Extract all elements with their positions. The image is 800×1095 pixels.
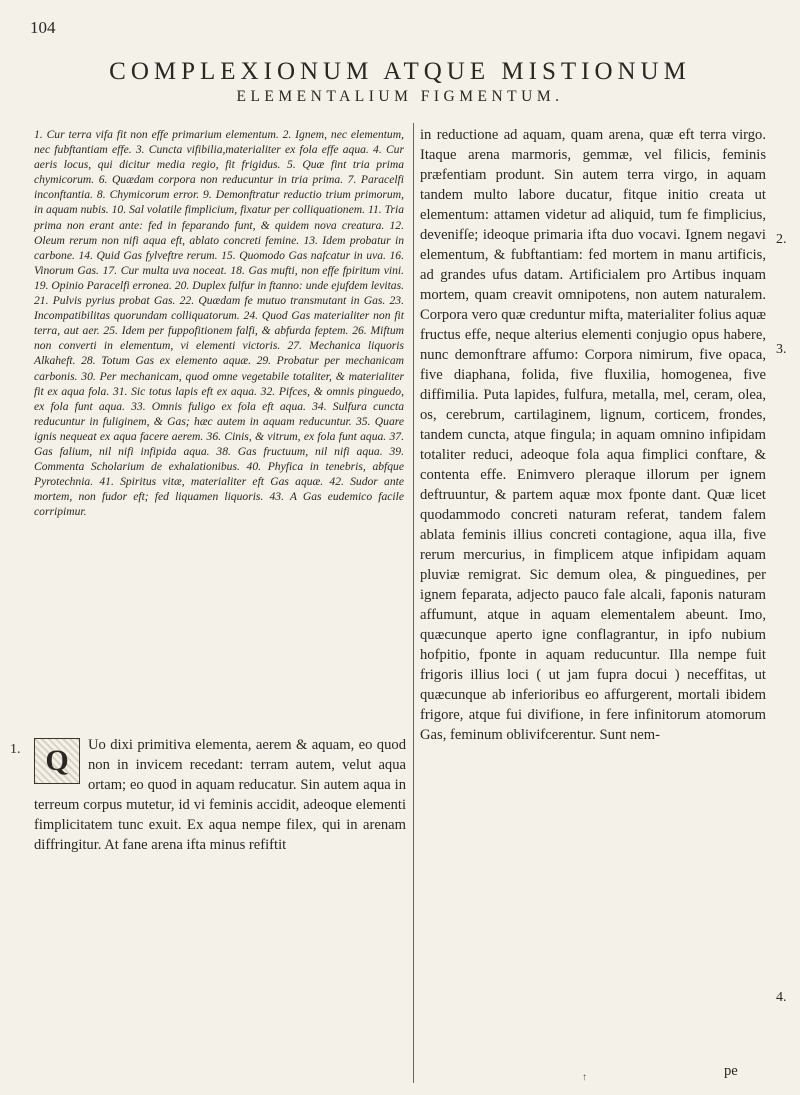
- left-column-body: [34, 735, 406, 855]
- margin-note-3: 3.: [776, 342, 787, 357]
- column-rule: [413, 123, 414, 1083]
- left-body-text: Uo dixi primitiva elementa, aerem & aquam, eo quod non in invicem recedant: terram autem, velut aqua ortam; eo quod in aquam reducatur. Sin autem aqua in terreum corpus mutetur, id vi feminis accidit, adeoque elementi fimplicitatem tunc exuit. Ex aqua nempe filex, qui in arenam diffringitur. At fane arena ifta minus refiftit: [34, 737, 406, 853]
- catchword: pe: [724, 1063, 738, 1079]
- margin-note-1: 1.: [10, 742, 21, 757]
- initial-letter: Q: [45, 744, 69, 777]
- running-subtitle: ELEMENTALIUM FIGMENTUM.: [236, 88, 564, 105]
- printer-mark: ↑: [582, 1072, 587, 1083]
- running-title: COMPLEXIONUM ATQUE MISTIONUM: [109, 58, 691, 85]
- page-number: 104: [30, 18, 56, 37]
- right-column-body: in reductione ad aquam, quam arena, quæ eft terra virgo. Itaque arena marmoris, gemmæ, vel filicis, feminis præfentiam produnt. Sin autem terra virgo, in aquam tandem multo labore ducatur, fitque initio creata ut elementum: attamen videtur ad aliquid, tum fe fimplicius, devenifſe; ideoque primaria ifta duo vocavi. Ignem negavi elementum, & fubftantiam: fed mortem in manu artificis, ad grandes ufus datam. Artificialem pro Artibus inquam mortem, quam creavit omnipotens, non autem naturalem. Corpora vero quæ creduntur mifta, materialiter folius aquæ fructus effe, neque alterius elementi conjugio opus habere, nunc demonftrare affumo: Corpora nimirum, five opaca, five diaphana, folida, five fluxilia, homogenea, five diffimilia. Puta lapides, fulfura, metalla, mel, ceram, olea, os, cerebrum, cartilaginem, lignum, corticem, frondes, tandem cuncta, atque fingula; in aquam omnino infipidam totaliter reduci, adeoque fola aqua fimplici conftare, & contenta effe. Enimvero pleraque illorum per ignem deftruuntur, & partem aquæ mox fponte dant. Quæ licet quodammodo concreti naturam referat, tandem falem ablata feminis illius concreti contagione, aqua illa, five rerum mercurius, in fimplicem atque infipidam aquam pluviæ remigrat. Sic demum olea, & pinguedines, per ignem feparata, adjecto pauco fale alcali, faponis naturam affumunt, atque in aquam elementalem abeunt. Imo, quæcunque aperto igne conflagrantur, in ipfo nubium hofpitio, fponte in aquam reducuntur. Illa nempe fuit frigoris illius loci ( ut jam fupra docui ) neceffitas, ut quæcunque ab inferioribus eo affurgerent, mortali ibidem frigore, atque fui divifione, in fere infinitorum atomorum Gas, feminum oblivifcerentur. Sunt nem-: [420, 127, 766, 743]
- chapter-summary: 1. Cur terra vifa fit non effe primarium elementum. 2. Ignem, nec elementum, nec fubftantiam effe. 3. Cuncta vifibilia,materialiter ex fola effe aqua. 4. Cur aeris locus, qui dicitur media regio, fit frigidus. 5. Quæ fint tria prima chymicorum. 6. Quædam corpora non reducuntur in tria prima. 7. Paracelfi inconftantia. 8. Chymicorum error. 9. Demonftratur reductio trium primorum, in aquam nubis. 10. Sal volatile fimplicium, fixatur per colliquationem. 11. Tria prima non erant ante: fed in feparando funt, & quidem nova creatura. 12. Oleum rerum non nifi aqua eft, ablato concreti femine. 13. Idem probatur in carbone. 14. Quid Gas fylveftre rerum. 15. Quomodo Gas nafcatur in uva. 16. Vinorum Gas. 17. Cur multa uva noceat. 18. Gas mufti, non effe fpiritum vini. 19. Opinio Paracelfi erronea. 20. Duplex fulfur in ftanno: unde ejufdem levitas. 21. Pulvis pyrius probat Gas. 22. Quædam fe mutuo transmutant in Gas. 23. Incompatibilitas quorundam colliquatorum. 24. Quod Gas materialiter non fit terra, aut aer. 25. Idem per fuppofitionem falfi, & abfurda feptem. 26. Miftum non converti in elementum, vi elementi victoris. 27. Mechanica liquoris Alkaheft. 28. Totum Gas ex elemento aquæ. 29. Probatur per mechanicam carbonis. 30. Per mechanicam, quod omne vegetabile totaliter, & materialiter fit ex aqua fola. 31. Sic totus lapis eft ex aqua. 32. Pifces, & omnis pinguedo, ex fola funt aqua. 33. Omnis fuligo ex fola eft aqua. 34. Sulfura cuncta reducuntur in fuliginem, & Gas; hæc autem in aquam reducuntur. 35. Quare ignis nequeat ex aqua facere aerem. 36. Cinis, & vitrum, ex fola funt aqua. 37. Gas falium, nil nifi infipida aqua. 38. Gas fructuum, nil nifi aqua. 39. Commenta Scholarium de exhalationibus. 40. Phyfica in tenebris, abfque Pyrotechnia. 41. Spiritus vitæ, materialiter eft Gas aquæ. 42. Sudor ante mortem, non fudor eft; fed liquamen liquoris. 43. A Gas eudemico facile corripimur.: [34, 128, 404, 519]
- decorated-initial: [34, 738, 80, 784]
- margin-note-4: 4.: [776, 990, 787, 1005]
- margin-note-2: 2.: [776, 232, 787, 247]
